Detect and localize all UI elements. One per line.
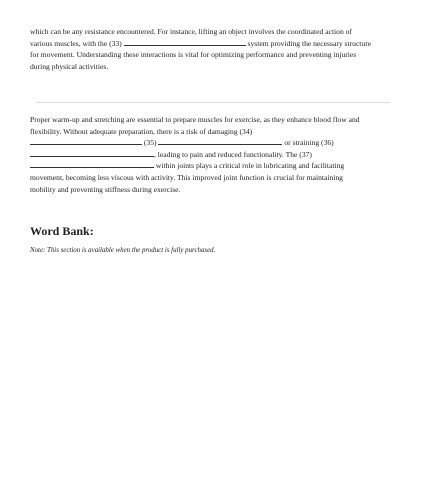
paragraph-line: system providing the necessary structure: [245, 38, 372, 48]
paragraph-line: within joints plays a critical role in lubricating and facilitating: [154, 161, 345, 171]
paragraph-line: flexibility. Without adequate preparation, there is a risk of damaging (34): [30, 126, 253, 136]
paragraph-line: for movement. Understanding these interactions is vital for optimizing performance and preventing injuries: [30, 50, 357, 60]
paragraph-line: or straining (36): [282, 138, 334, 148]
paragraph-line: various muscles, with the (33): [30, 38, 124, 48]
paragraph-warmup: [30, 114, 398, 195]
paragraph-line: Proper warm-up and stretching are essential to prepare muscles for exercise, as they enhance blood flow and: [30, 115, 360, 124]
word-bank-heading: Word Bank:: [30, 224, 94, 238]
blank-37[interactable]: [30, 160, 154, 168]
section-divider: [36, 102, 390, 103]
paragraph-muscles: [30, 26, 398, 72]
blank-35[interactable]: [158, 137, 282, 145]
blank-34[interactable]: [30, 137, 142, 145]
paragraph-line: which can be any resistance encountered. For instance, lifting an object involves the coordinated action of: [30, 27, 352, 36]
paragraph-line: during physical activities.: [30, 61, 109, 71]
paragraph-line: , leading to pain and reduced functionality. The (37): [154, 149, 312, 159]
paragraph-line: (35): [142, 138, 159, 148]
blank-36[interactable]: [30, 149, 154, 157]
word-bank-note: Note: This section is available when the product is fully purchased.: [30, 247, 216, 254]
paragraph-line: movement, becoming less viscous with activity. This improved joint function is crucial for maintaining: [30, 172, 343, 182]
blank-33[interactable]: [124, 38, 246, 46]
paragraph-line: mobility and preventing stiffness during exercise.: [30, 184, 181, 194]
